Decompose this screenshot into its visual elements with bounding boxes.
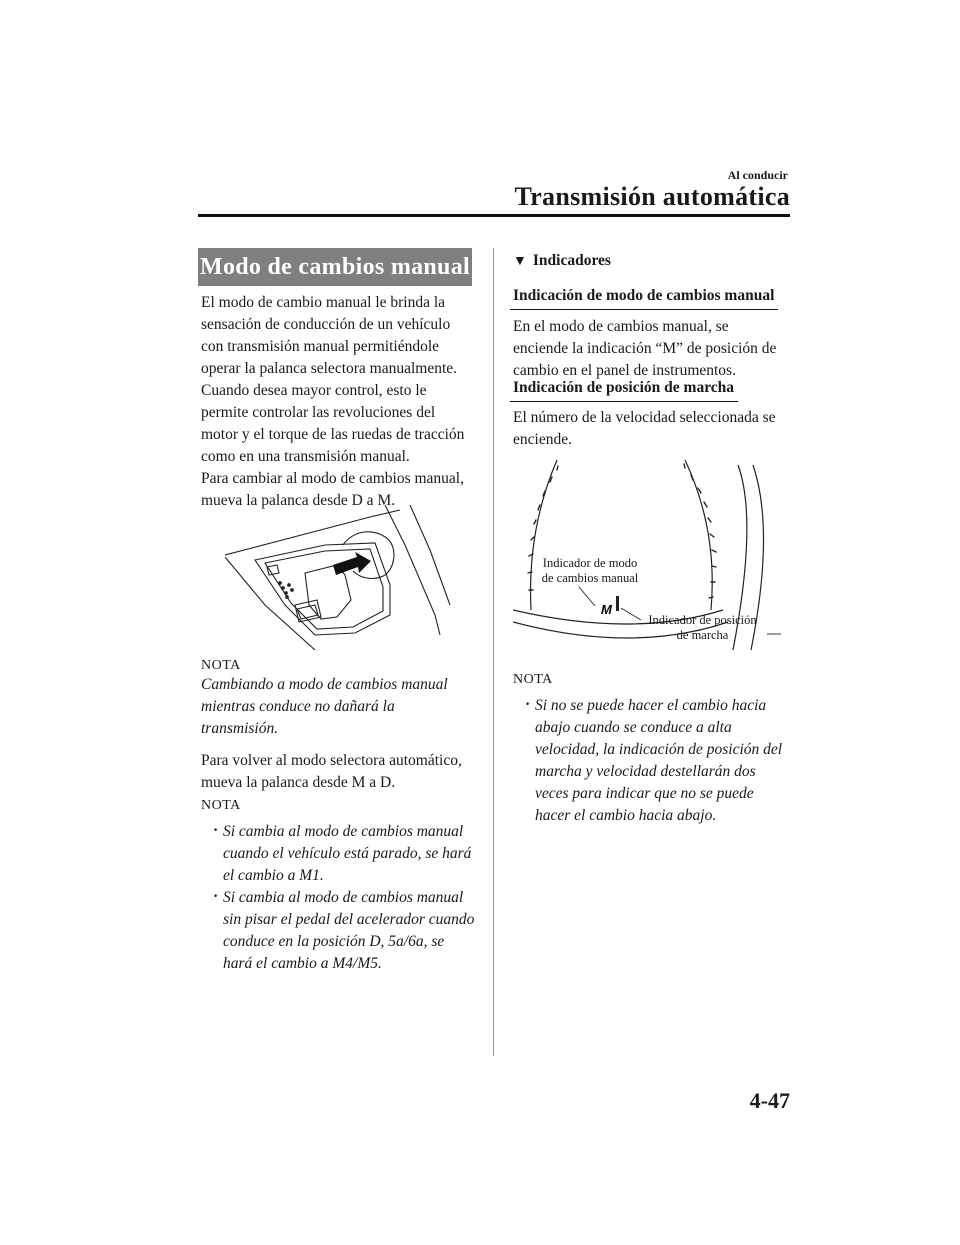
note-right: NOTA · Si no se puede hacer el cambio hacia abajo cuando se conduce a alta velocidad, la indicación de posición del marcha y velocidad destellarán dos veces para indicar que no se puede hacer el cambio hacia abajo. xyxy=(513,672,793,827)
indicators-heading: ▼ Indicadores xyxy=(513,252,611,269)
note2-bullet: · Si cambia al modo de cambios manual cuando el vehículo está parado, se hará el cambio a M1. xyxy=(211,821,481,887)
gear-indicator-icon xyxy=(616,596,619,611)
note2-bullet: · Si cambia al modo de cambios manual sin pisar el pedal del acelerador cuando conduce en la posición D, 5a/6a, se hará el cambio a M4/M5. xyxy=(211,887,481,975)
section-heading-box: Modo de cambios manual xyxy=(198,248,472,286)
label-gear-indicator: Indicador de posición de marcha xyxy=(648,613,757,642)
intro-paragraph: El modo de cambio manual le brinda la sensación de conducción de un vehículo con transmisión manual permitiéndole operar la palanca selectora manualmente. Cuando desea mayor control, esto le permite controlar las revoluciones del motor y el torque de las ruedas de tracción como en una transmisión manual. Para cambiar al modo de cambios manual, mueva la palanca desde D a M. xyxy=(201,294,465,509)
note1: NOTA Cambiando a modo de cambios manual mientras conduce no dañará la transmisión. xyxy=(201,658,448,737)
section-title: Transmisión automática xyxy=(514,182,790,211)
chapter-label: Al conducir xyxy=(727,168,788,182)
label-mode-indicator: Indicador de modo de cambios manual xyxy=(541,556,639,585)
page-number: 4-47 xyxy=(749,1088,790,1113)
gear-position-paragraph: El número de la velocidad seleccionada se enciende. xyxy=(513,409,776,448)
note-right-bullet: · Si no se puede hacer el cambio hacia abajo cuando se conduce a alta velocidad, la indicación de posición del marcha y velocidad destellarán dos veces para indicar que no se puede hacer el cambio hacia abajo. xyxy=(523,695,793,827)
manual-mode-paragraph: En el modo de cambios manual, se enciende la indicación “M” de posición de cambio en el panel de instrumentos. xyxy=(513,318,777,379)
shift-lever-illustration xyxy=(225,505,455,650)
note2: NOTA · Si cambia al modo de cambios manual cuando el vehículo está parado, se hará el cambio a M1. · Si cambia al modo de cambios manual sin pisar el pedal del acelerador cuando conduce en la posición D, 5a/6a, se hará el cambio a M4/M5. xyxy=(201,798,481,975)
header-rule xyxy=(198,214,790,217)
column-divider xyxy=(493,248,494,1056)
m-indicator-symbol: M xyxy=(601,602,612,617)
shift-arrow-icon xyxy=(333,552,371,575)
return-paragraph: Para volver al modo selectora automático, mueva la palanca desde M a D. xyxy=(201,752,462,791)
subheading-gear-position: Indicación de posición de marcha xyxy=(513,379,734,400)
subheading-manual-mode: Indicación de modo de cambios manual xyxy=(513,287,774,308)
triangle-down-icon: ▼ xyxy=(513,254,527,269)
